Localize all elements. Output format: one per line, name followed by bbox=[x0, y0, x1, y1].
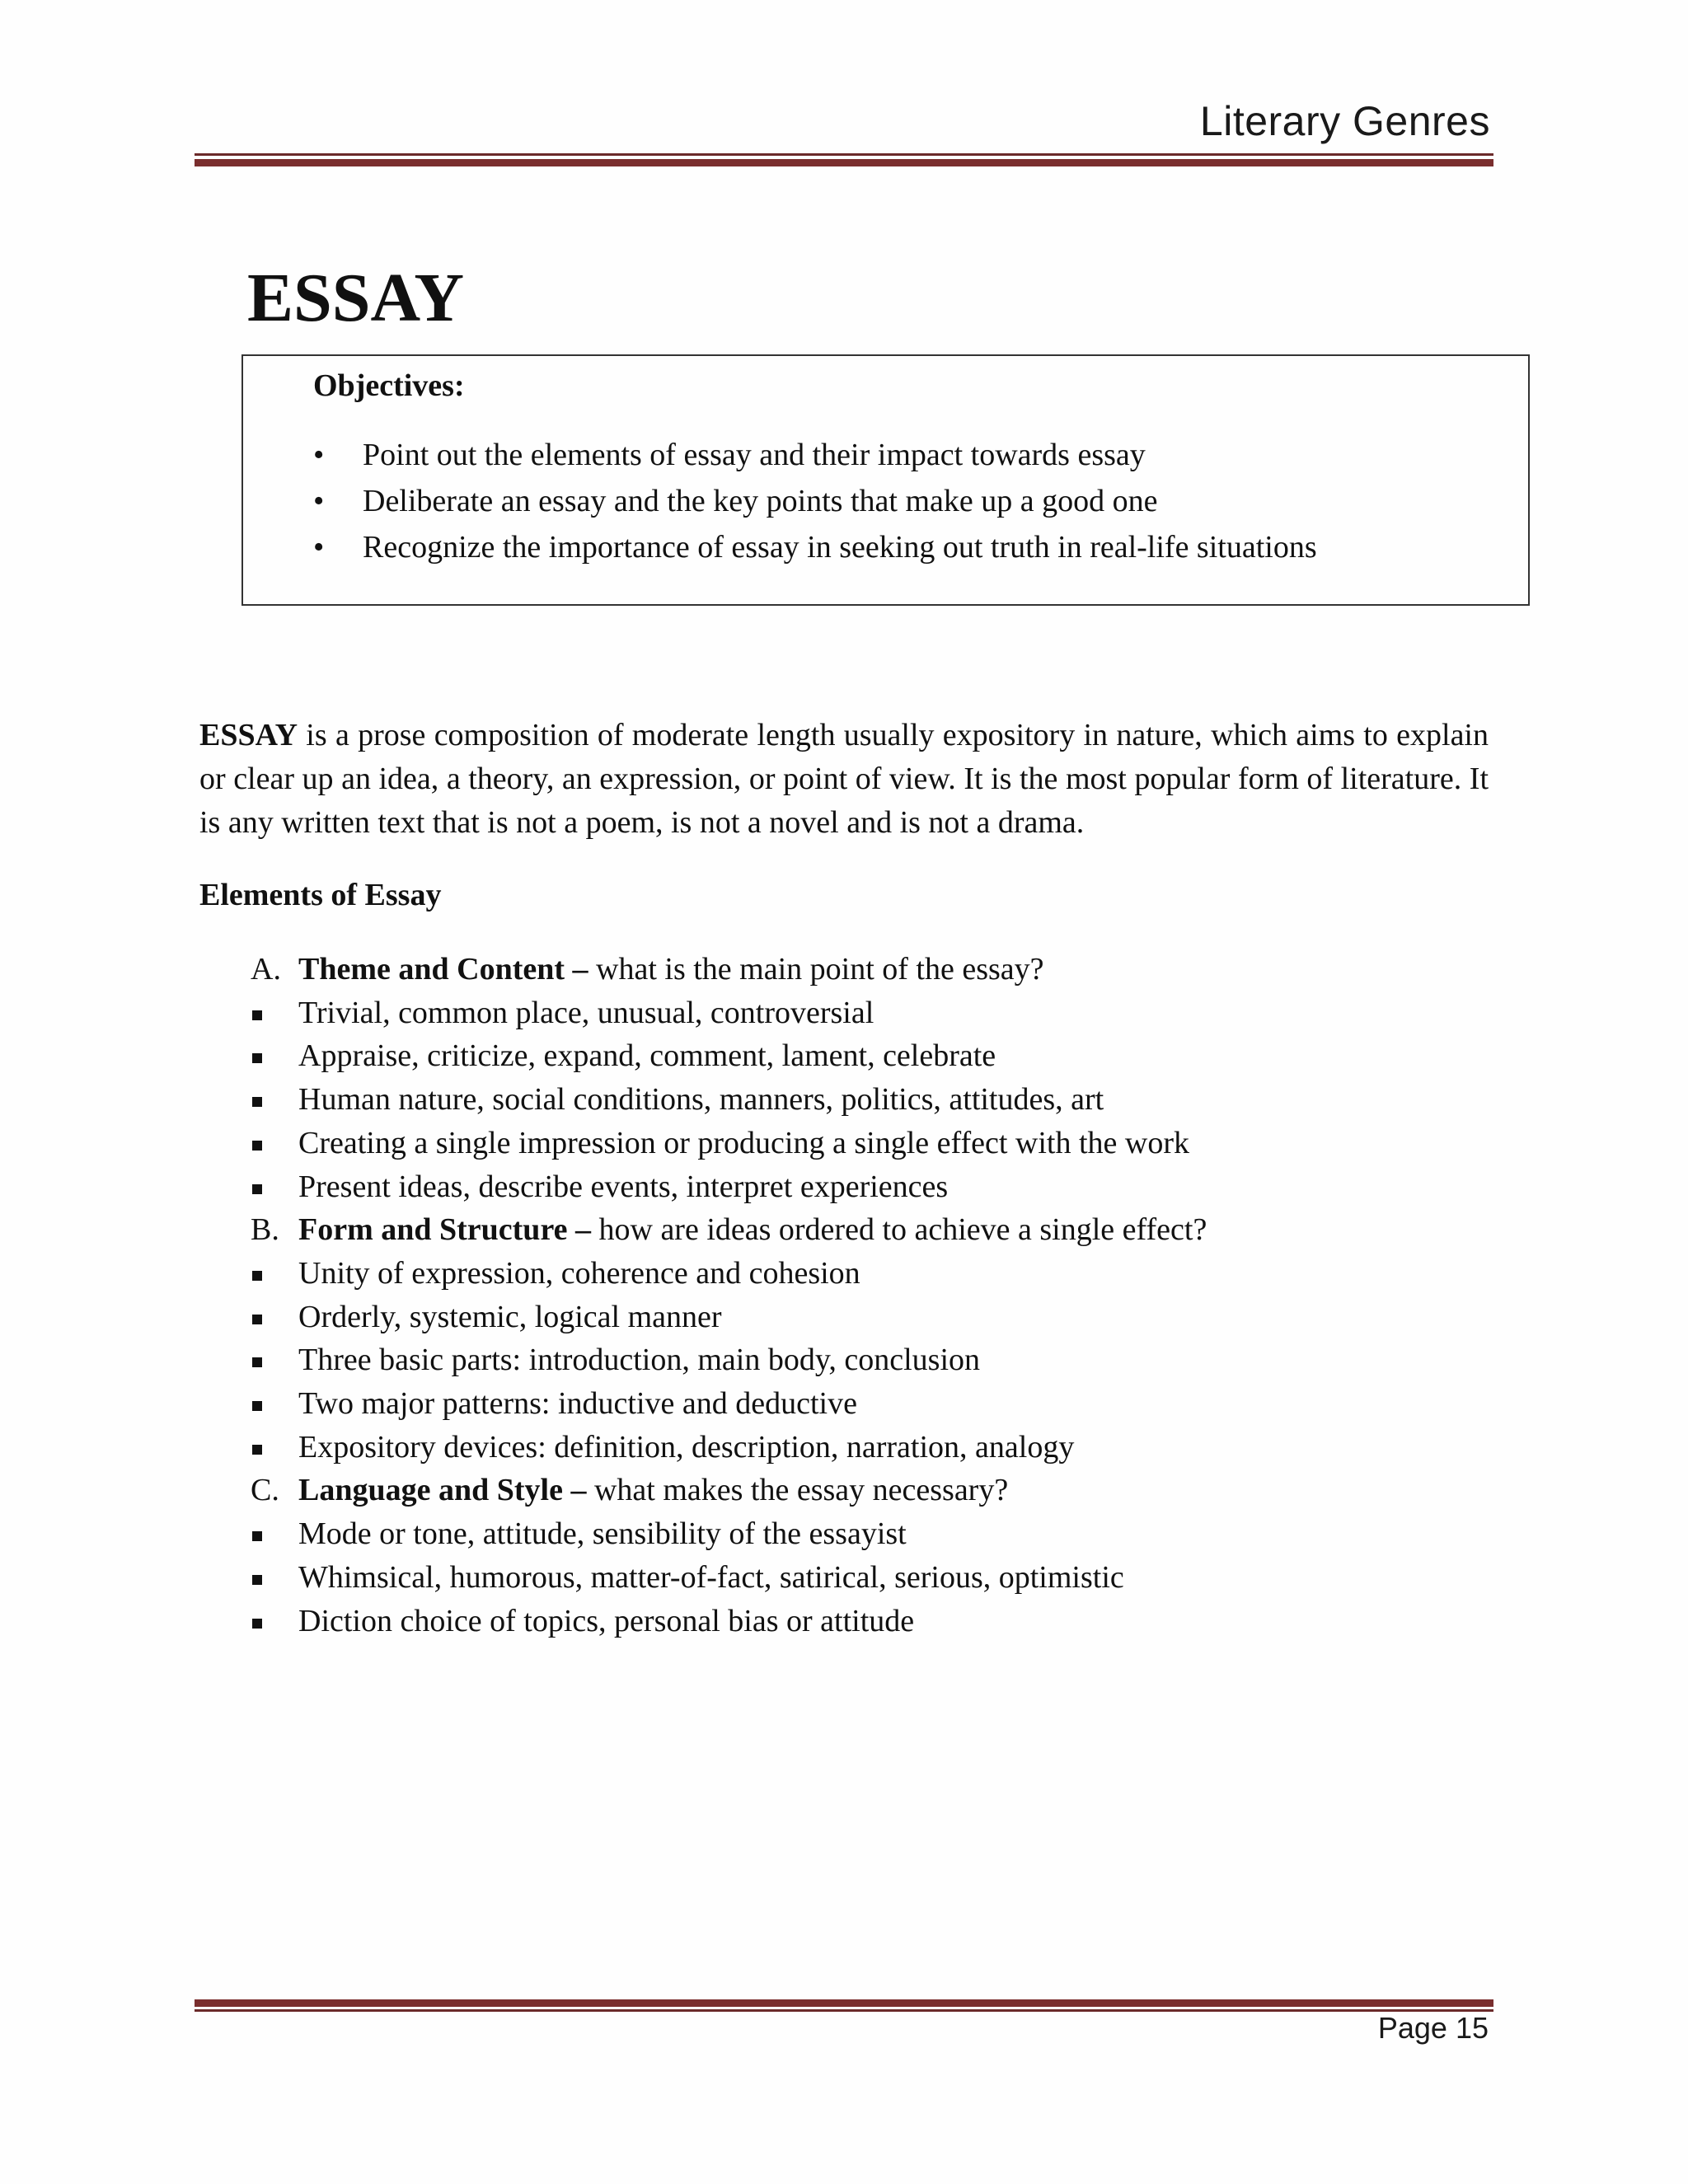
bullet-text: Mode or tone, attitude, sensibility of the essayist bbox=[298, 1516, 907, 1552]
list-item bbox=[199, 1296, 1207, 1339]
square-bullet-icon bbox=[252, 1357, 262, 1367]
footer-rule-thick bbox=[195, 1999, 1493, 2007]
bullet-text: Creating a single impression or producing a single effect with the work bbox=[298, 1125, 1189, 1160]
bullet-text: Present ideas, describe events, interpret experiences bbox=[298, 1169, 949, 1204]
section-item-language bbox=[199, 1469, 1207, 1512]
list-item bbox=[199, 1338, 1207, 1382]
square-bullet-icon bbox=[252, 1315, 262, 1324]
objectives-heading: Objectives: bbox=[313, 368, 465, 403]
section-letter: A. bbox=[251, 952, 281, 987]
list-item bbox=[199, 1426, 1207, 1469]
objective-item: • Point out the elements of essay and their impact towards essay bbox=[313, 432, 1317, 478]
square-bullet-icon bbox=[252, 1619, 262, 1629]
list-item bbox=[199, 1600, 1207, 1643]
square-bullet-icon bbox=[252, 1401, 262, 1411]
section-letter: B. bbox=[251, 1212, 279, 1248]
objectives-box bbox=[241, 354, 1530, 606]
list-item bbox=[199, 1078, 1207, 1122]
objective-item: • Deliberate an essay and the key points that make up a good one bbox=[313, 478, 1317, 524]
list-item bbox=[199, 1512, 1207, 1556]
bullet-text: Whimsical, humorous, matter-of-fact, satirical, serious, optimistic bbox=[298, 1559, 1124, 1595]
list-item bbox=[199, 1382, 1207, 1426]
square-bullet-icon bbox=[252, 1445, 262, 1455]
section-question: how are ideas ordered to achieve a single effect? bbox=[591, 1212, 1207, 1248]
bullet-text: Three basic parts: introduction, main body, conclusion bbox=[298, 1343, 981, 1378]
bullet-text: Two major patterns: inductive and deductive bbox=[298, 1386, 857, 1422]
section-label: Form and Structure – bbox=[298, 1212, 591, 1248]
bullet-text: Human nature, social conditions, manners, politics, attitudes, art bbox=[298, 1082, 1104, 1118]
section-item-form bbox=[199, 1208, 1207, 1252]
list-item bbox=[199, 1034, 1207, 1078]
elements-heading: Elements of Essay bbox=[199, 878, 442, 912]
section-question: what is the main point of the essay? bbox=[588, 952, 1044, 987]
header-rule-thin bbox=[195, 153, 1493, 156]
elements-list bbox=[199, 948, 1207, 1643]
intro-term: ESSAY bbox=[199, 718, 298, 752]
bullet-text: Expository devices: definition, description, narration, analogy bbox=[298, 1429, 1075, 1465]
square-bullet-icon bbox=[252, 1053, 262, 1063]
bullet-text: Trivial, common place, unusual, controversial bbox=[298, 995, 874, 1030]
bullet-text: Orderly, systemic, logical manner bbox=[298, 1299, 722, 1334]
header-rule-thick bbox=[195, 159, 1493, 166]
list-item bbox=[199, 1122, 1207, 1165]
square-bullet-icon bbox=[252, 1531, 262, 1541]
list-item bbox=[199, 1252, 1207, 1296]
list-item bbox=[199, 1556, 1207, 1600]
square-bullet-icon bbox=[252, 1575, 262, 1585]
page-title: ESSAY bbox=[247, 260, 465, 336]
bullet-text: Appraise, criticize, expand, comment, lament, celebrate bbox=[298, 1038, 996, 1074]
list-item bbox=[199, 991, 1207, 1035]
footer-rule-thin bbox=[195, 2009, 1493, 2012]
square-bullet-icon bbox=[252, 1271, 262, 1281]
intro-text: is a prose composition of moderate length usually expository in nature, which aims to explain or clear up an idea, a theory, an expression, or point of view. It is the most popular form of literature. It is any written text that is not a poem, is not a novel and is not a drama. bbox=[199, 718, 1489, 840]
intro-paragraph bbox=[199, 714, 1489, 845]
square-bullet-icon bbox=[252, 1184, 262, 1194]
section-letter: C. bbox=[251, 1473, 279, 1508]
square-bullet-icon bbox=[252, 1010, 262, 1020]
section-label: Language and Style – bbox=[298, 1473, 587, 1508]
objectives-list bbox=[313, 432, 1317, 570]
running-header-title: Literary Genres bbox=[1199, 98, 1490, 144]
list-item bbox=[199, 1165, 1207, 1209]
section-label: Theme and Content – bbox=[298, 952, 588, 987]
bullet-text: Unity of expression, coherence and cohesion bbox=[298, 1255, 860, 1291]
square-bullet-icon bbox=[252, 1141, 262, 1151]
objective-item: • Recognize the importance of essay in seeking out truth in real-life situations bbox=[313, 524, 1317, 570]
page-number: Page 15 bbox=[1377, 2011, 1489, 2045]
square-bullet-icon bbox=[252, 1097, 262, 1107]
section-question: what makes the essay necessary? bbox=[586, 1473, 1009, 1508]
bullet-text: Diction choice of topics, personal bias or attitude bbox=[298, 1603, 915, 1638]
section-item-theme bbox=[199, 948, 1207, 991]
